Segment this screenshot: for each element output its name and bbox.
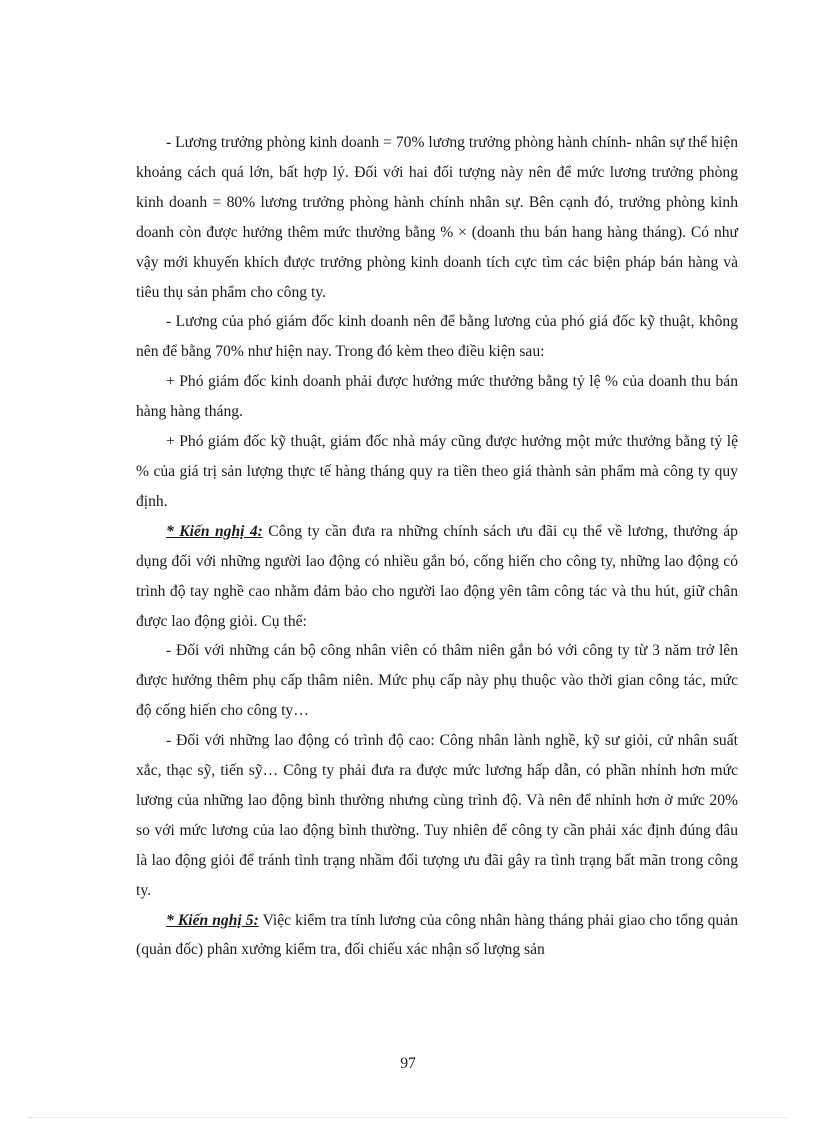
recommendation-label: * Kiến nghị 5: [166, 911, 259, 929]
paragraph-text: Công ty cần đưa ra những chính sách ưu đãi cụ thể về lương, thưởng áp dụng đối với những người lao động có nhiều gắn bó, cống hiến cho công ty, những lao động có trình độ tay nghề cao nhằm đảm bảo cho người lao động yên tâm công tác và thu hút, giữ chân được lao động giỏi. Cụ thể: [136, 522, 738, 630]
paragraph-text: + Phó giám đốc kinh doanh phải được hưởng mức thưởng bằng tỷ lệ % của doanh thu bán hàng hàng tháng. [136, 373, 738, 421]
paragraph-deputy-director-salary [136, 307, 738, 367]
paragraph-recommendation-4 [136, 517, 738, 637]
paragraph-manager-salary [136, 128, 738, 307]
paragraph-text: - Đối với những cán bộ công nhân viên có thâm niên gắn bó với công ty từ 3 năm trở lên được hưởng thêm phụ cấp thâm niên. Mức phụ cấp này phụ thuộc vào thời gian công tác, mức độ cống hiến cho công ty… [136, 642, 738, 720]
paragraph-text: - Lương của phó giám đốc kinh doanh nên để bằng lương của phó giá đốc kỹ thuật, không nên để bằng 70% như hiện nay. Trong đó kèm theo điều kiện sau: [136, 313, 738, 361]
paragraph-text: Việc kiểm tra tính lương của công nhân hàng tháng phải giao cho tổng quản (quản đốc) phân xưởng kiểm tra, đối chiếu xác nhận số lượng sản [136, 911, 738, 959]
paragraph-skilled-labor [136, 726, 738, 905]
paragraph-seniority-allowance [136, 636, 738, 726]
paragraph-text: - Đối với những lao động có trình độ cao: Công nhân lành nghề, kỹ sư giỏi, cử nhân suất xắc, thạc sỹ, tiến sỹ… Công ty phải đưa ra được mức lương hấp dẫn, có phần nhỉnh hơn mức lương của những lao động bình thường nhưng cùng trình độ. Và nên để nhỉnh hơn ở mức 20% so với mức lương của lao động bình thường. Tuy nhiên để công ty cần phải xác định đúng đâu là lao động giỏi để tránh tình trạng nhầm đối tượng ưu đãi gây ra tình trạng bất mãn trong công ty. [136, 732, 738, 899]
paragraph-text: + Phó giám đốc kỹ thuật, giám đốc nhà máy cũng được hưởng một mức thưởng bằng tỷ lệ % của giá trị sản lượng thực tế hàng tháng quy ra tiền theo giá thành sản phẩm mà công ty quy định. [136, 433, 738, 510]
page-number: 97 [400, 1055, 416, 1072]
recommendation-label: * Kiến nghị 4: [166, 522, 263, 540]
paragraph-text: - Lương trưởng phòng kinh doanh = 70% lương trưởng phòng hành chính- nhân sự thể hiện khoảng cách quá lớn, bất hợp lý. Đối với hai đối tượng này nên để mức lương trưởng phòng kinh doanh = 80% lương trưởng phòng hành chính nhân sự. Bên cạnh đó, trưởng phòng kinh doanh còn được hưởng thêm mức thưởng bằng % × (doanh thu bán hang hàng tháng). Có như vậy mới khuyến khích được trưởng phòng kinh doanh tích cực tìm các biện pháp bán hàng và tiêu thụ sản phẩm cho công ty. [136, 134, 738, 301]
page-bottom-divider [28, 1117, 788, 1118]
paragraph-technical-deputy-bonus [136, 427, 738, 517]
document-body [136, 128, 738, 965]
paragraph-sales-deputy-bonus [136, 367, 738, 427]
paragraph-recommendation-5 [136, 906, 738, 966]
